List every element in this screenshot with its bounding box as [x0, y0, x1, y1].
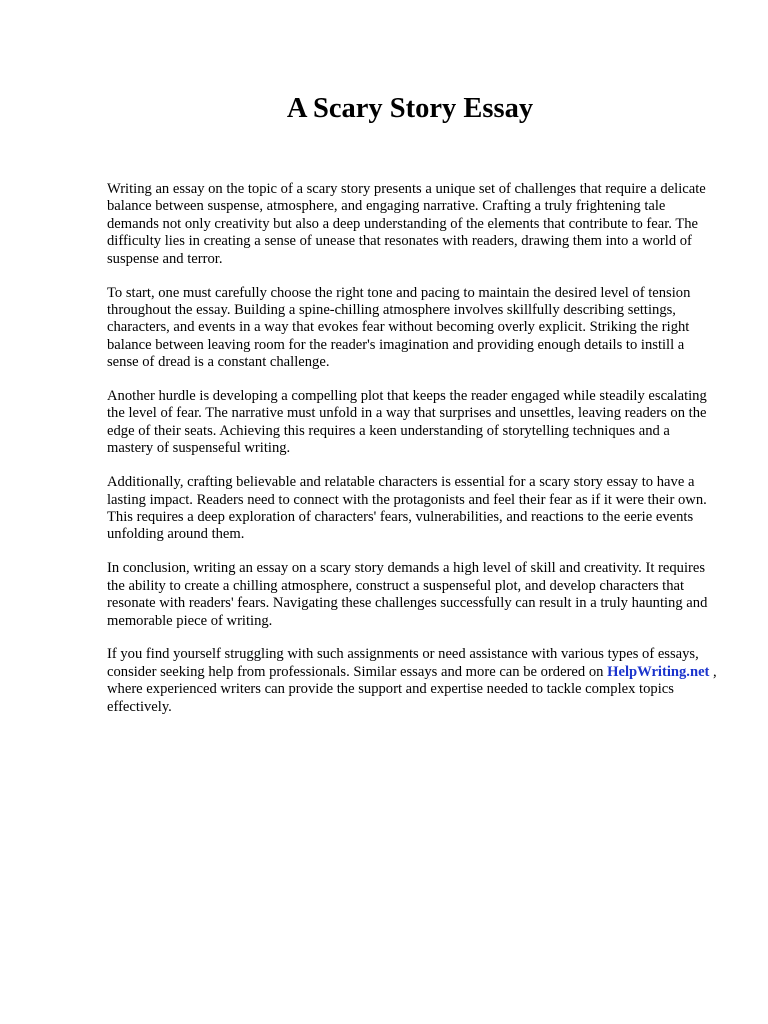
- document-title: A Scary Story Essay: [286, 93, 534, 124]
- paragraph-4: Additionally, crafting believable and relatable characters is essential for a scary story essay to have a lasting impact. Readers need to connect with the protagonists and feel their fear as if it were their own. This requires a deep exploration of characters' fears, vulnerabilities, and reactions to the eerie events unfolding around them.: [107, 474, 707, 543]
- document-body: [107, 181, 719, 733]
- closing-text-before-link: If you find yourself struggling with such assignments or need assistance with various types of essays, consider seeking help from professionals. Similar essays and more can be ordered on: [107, 646, 699, 680]
- helpwriting-link[interactable]: HelpWriting.net: [607, 663, 710, 680]
- paragraph-5: In conclusion, writing an essay on a scary story demands a high level of skill and creativity. It requires the ability to create a chilling atmosphere, construct a suspenseful plot, and develop characters that resonate with readers' fears. Navigating these challenges successfully can result in a truly haunting and memorable piece of writing.: [107, 560, 708, 629]
- paragraph-1: Writing an essay on the topic of a scary story presents a unique set of challenges that require a delicate balance between suspense, atmosphere, and engaging narrative. Crafting a truly frightening tale demands not only creativity but also a deep understanding of the elements that contribute to fear. The difficulty lies in creating a sense of unease that resonates with readers, drawing them into a world of suspense and terror.: [107, 181, 706, 267]
- closing-text-after-link: , where experienced writers can provide the support and expertise needed to tackle complex topics effectively.: [107, 663, 717, 715]
- paragraph-2: To start, one must carefully choose the right tone and pacing to maintain the desired level of tension throughout the essay. Building a spine-chilling atmosphere involves skillfully describing settings, characters, and events in a way that evokes fear without becoming overly explicit. Striking the right balance between leaving room for the reader's imagination and providing enough details to instill a sense of dread is a constant challenge.: [107, 284, 691, 371]
- closing-paragraph: [107, 646, 719, 716]
- paragraph-3: Another hurdle is developing a compelling plot that keeps the reader engaged while steadily escalating the level of fear. The narrative must unfold in a way that surprises and unsettles, leaving readers on the edge of their seats. Achieving this requires a keen understanding of storytelling techniques and a mastery of suspenseful writing.: [107, 388, 707, 457]
